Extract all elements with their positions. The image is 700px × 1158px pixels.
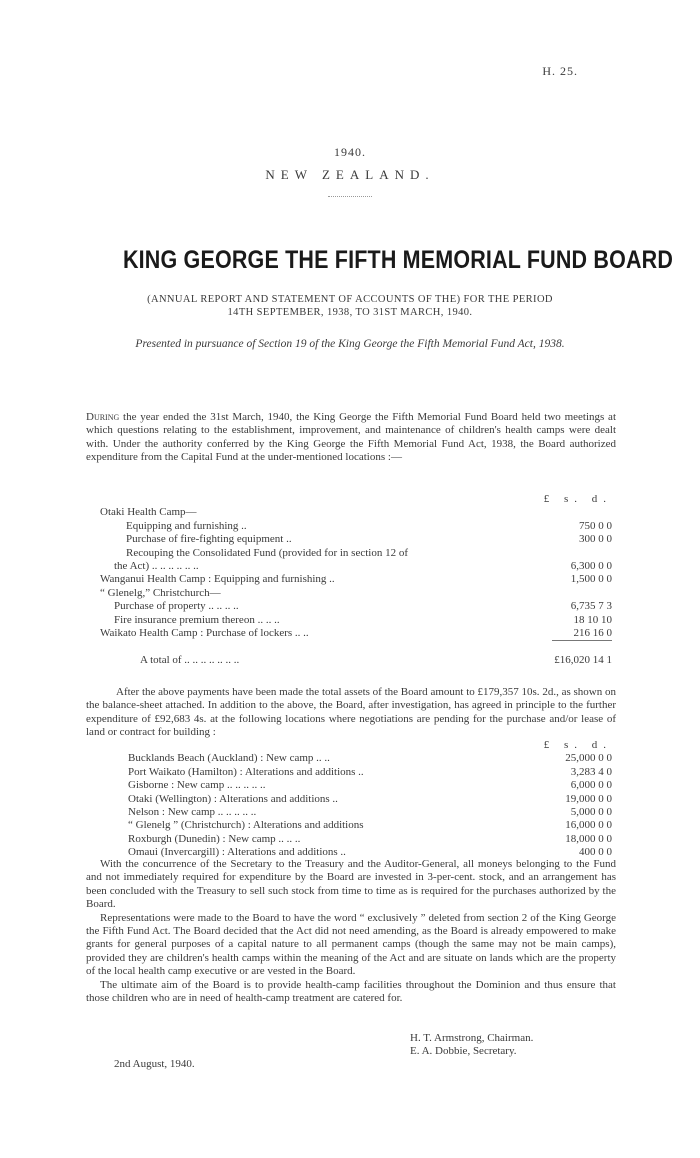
closing-paragraphs [86,858,616,1005]
proposed-rows [128,752,612,859]
assets-paragraph: After the above payments have been made the total assets of the Board amount to £179,357 10s. 2d., as shown on the balance-sheet attached. In addition to the above, the Board, after investigation, has agreed in principle to the further expenditure of £92,683 4s. at the following locations where negotiations are pending for the purchase and/or lease of land or contract for building : [86,686,616,739]
expenditure-row-amount: 300 0 0 [579,533,612,546]
presented-note: Presented in pursuance of Section 19 of the King George the Fifth Memorial Fund Act, 1938. [135,338,565,350]
proposed-row-amount: 19,000 0 0 [565,792,612,805]
proposed-row-label: Nelson : New camp .. .. .. .. .. [128,805,257,818]
proposed-table [128,739,612,860]
title-divider [328,196,372,197]
proposed-row-label: Omaui (Invercargill) : Alterations and additions .. [128,846,346,859]
proposed-row [128,806,612,819]
chairman-signature: H. T. Armstrong, Chairman. [410,1032,534,1044]
expenditure-rows [100,506,612,640]
expenditure-row [100,573,612,586]
expenditure-row-label: Recouping the Consolidated Fund (provided for in section 12 of [126,546,408,559]
proposed-currency-header-text: £ s. d. [543,739,612,751]
expenditure-row [100,627,612,640]
expenditure-currency-header [100,493,612,506]
expenditure-row [100,520,612,533]
proposed-row-amount: 5,000 0 0 [570,805,612,818]
expenditure-row [100,506,612,519]
signatures [410,1032,533,1059]
expenditure-row-amount: 18 10 10 [573,613,612,626]
secretary-signature: E. A. Dobbie, Secretary. [410,1045,517,1058]
document-country: NEW ZEALAND. [265,167,435,182]
expenditure-row-amount: 216 16 0 [573,626,612,639]
document-year: 1940. [334,145,366,159]
expenditure-row-amount: 6,300 0 0 [570,559,612,572]
proposed-row-label: Port Waikato (Hamilton) : Alterations and additions .. [128,765,364,778]
expenditure-row [100,614,612,627]
expenditure-row-label: Equipping and furnishing .. [126,519,247,532]
proposed-row-label: Gisborne : New camp .. .. .. .. .. [128,779,266,792]
expenditure-row-amount: 6,735 7 3 [570,600,612,613]
ultimate-aim-paragraph: The ultimate aim of the Board is to provide health-camp facilities throughout the Dominion and thus ensure that those children who are in need of health-camp treatment are catered for. [86,978,616,1005]
total-label: A total of .. .. .. .. .. .. .. [140,654,240,667]
expenditure-row-label: Fire insurance premium thereon .. .. .. [114,613,280,626]
proposed-row-label: Otaki (Wellington) : Alterations and additions .. [128,792,338,805]
proposed-row-amount: 3,283 4 0 [570,765,612,778]
expenditure-row-label: Purchase of fire-fighting equipment .. [126,533,292,546]
proposed-row-amount: 6,000 0 0 [570,779,612,792]
expenditure-row [100,547,612,560]
expenditure-row-label: Otaki Health Camp— [100,506,197,519]
expenditure-row-label: Waikato Health Camp : Purchase of lockers .. .. [100,626,309,639]
expenditure-row-label: Purchase of property .. .. .. .. [114,600,239,613]
proposed-row-amount: 16,000 0 0 [565,819,612,832]
document-date: 2nd August, 1940. [114,1058,195,1070]
intro-lead-word: During [86,411,120,423]
currency-header: £ s. d. [543,493,612,505]
expenditure-row [100,587,612,600]
expenditure-row [100,600,612,613]
expenditure-row-label: Wanganui Health Camp : Equipping and furnishing .. [100,573,335,586]
proposed-row-label: “ Glenelg ” (Christchurch) : Alterations and additions [128,819,364,832]
expenditure-row-amount: 1,500 0 0 [570,573,612,586]
proposed-row-amount: 18,000 0 0 [565,832,612,845]
proposed-row-amount: 400 0 0 [579,846,612,859]
proposed-row [128,833,612,846]
proposed-currency-header [128,739,612,752]
expenditure-table [100,493,612,668]
document-title: KING GEORGE THE FIFTH MEMORIAL FUND BOARD [122,246,674,274]
page-number: H. 25. [542,64,578,78]
expenditure-row [100,533,612,546]
proposed-row [128,793,612,806]
intro-paragraph [86,411,616,465]
proposed-row [128,766,612,779]
expenditure-total-row [100,654,612,667]
proposed-row-label: Bucklands Beach (Auckland) : New camp .. .. [128,752,330,765]
expenditure-row-amount: 750 0 0 [579,519,612,532]
expenditure-row-label: the Act) .. .. .. .. .. .. [114,559,199,572]
proposed-row [128,752,612,765]
investment-paragraph: With the concurrence of the Secretary to the Treasury and the Auditor-General, all moneys belonging to the Fund and not immediately required for expenditure by the Board are invested in 3-per-cent. stock, and an arrangement has been concluded with the Treasury to sell such stock from time to time as is required for the purchases authorized by the Board. [86,858,616,911]
proposed-row-amount: 25,000 0 0 [565,752,612,765]
intro-text: the year ended the 31st March, 1940, the King George the Fifth Memorial Fund Board held two meetings at which questions relating to the establishment, improvement, and maintenance of children's health camps were dealt with. Under the authority conferred by the King George the Fifth Memorial Fund Act, 1938, the Board authorized expenditure from the Capital Fund at the under-mentioned locations :— [86,411,616,464]
subtitle-line-2: 14TH SEPTEMBER, 1938, TO 31ST MARCH, 1940. [227,307,473,318]
subtitle-line-1: (ANNUAL REPORT AND STATEMENT OF ACCOUNTS OF THE) FOR THE PERIOD [147,294,553,305]
expenditure-row [100,560,612,573]
sum-rule [552,640,612,641]
proposed-row [128,779,612,792]
total-amount: £16,020 14 1 [554,654,612,667]
proposed-row [128,819,612,832]
document-subtitle [110,293,590,319]
representations-paragraph: Representations were made to the Board to have the word “ exclusively ” deleted from section 2 of the King George the Fifth Fund Act. The Board decided that the Act did not need amending, as the Board is already empowered to make grants for general purposes of a capital nature to all permanent camps (though the same may not be main camps), provided they are children's health camps within the meaning of the Act and are situate on lands which are the property of the local health camp executive or are vested in the Board. [86,911,616,978]
expenditure-row-label: “ Glenelg,” Christchurch— [100,586,221,599]
sum-rule-row [100,640,612,644]
proposed-row-label: Roxburgh (Dunedin) : New camp .. .. .. [128,832,301,845]
